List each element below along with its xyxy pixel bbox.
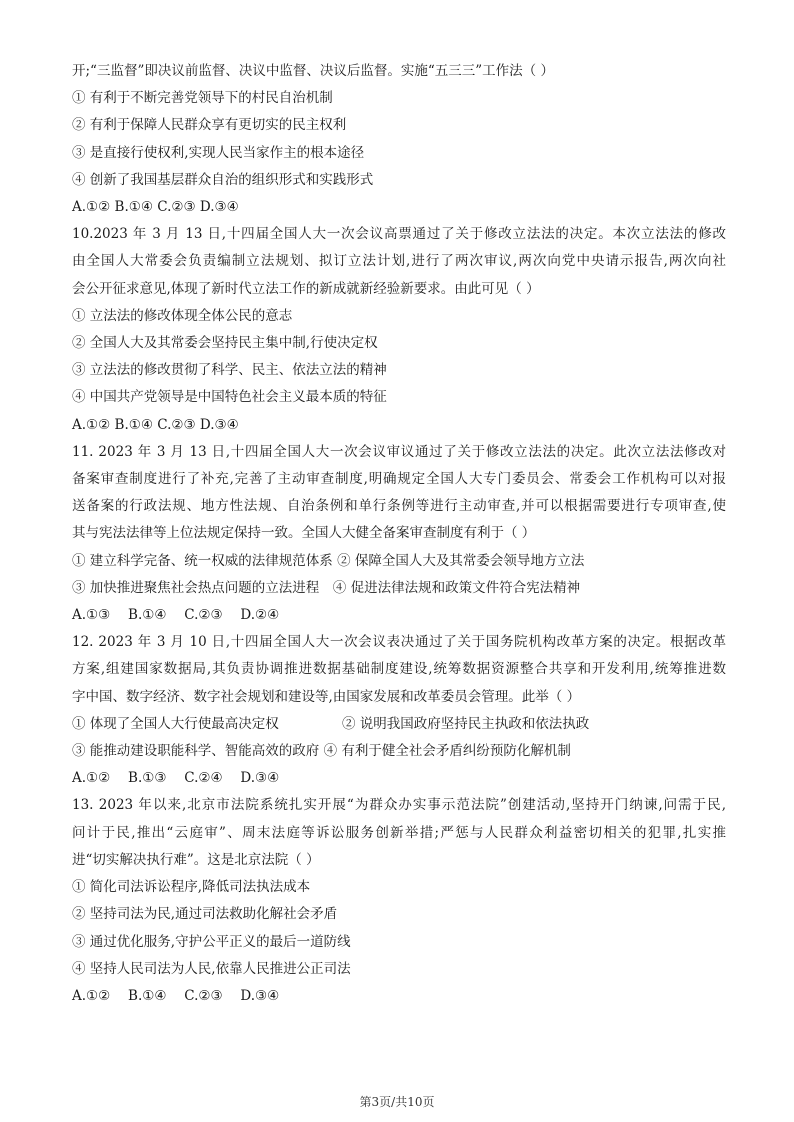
question-10-option-4: ④ 中国共产党领导是中国特色社会主义最本质的特征 xyxy=(72,389,387,406)
question-13-option-2: ② 坚持司法为民,通过司法救助化解社会矛盾 xyxy=(72,906,338,923)
question-13-option-1: ① 简化司法诉讼程序,降低司法执法成本 xyxy=(72,879,311,896)
document-page xyxy=(72,58,726,1010)
question-10-stem-line-3: 会公开征求意见,体现了新时代立法工作的新成就新经验新要求。由此可见（ ） xyxy=(72,280,540,297)
question-13-option-4: ④ 坚持人民司法为人民,依靠人民推进公正司法 xyxy=(72,960,351,977)
page-footer: 第3页/共10页 xyxy=(359,1095,435,1109)
question-11-answers: A.①③ B.①④ C.②③ D.②④ xyxy=(72,607,280,624)
question-10 xyxy=(72,221,726,439)
question-9-option-2: ② 有利于保障人民群众享有更切实的民主权利 xyxy=(72,117,347,134)
question-10-option-1: ① 立法法的修改体现全体公民的意志 xyxy=(72,307,293,324)
question-11-stem-line-3: 送备案的行政法规、地方性法规、自治条例和单行条例等进行主动审查,并可以根据需要进行专项审查,使 xyxy=(72,498,726,515)
question-12-option-2: ② 说明我国政府坚持民主执政和依法执政 xyxy=(342,715,590,732)
question-13-stem-line-2: 问计于民,推出“云庭审”、周末法庭等诉讼服务创新举措;严惩与人民群众利益密切相关的犯罪,扎实推 xyxy=(72,824,726,841)
question-10-stem-line-1: 10.2023 年 3 月 13 日,十四届全国人大一次会议高票通过了关于修改立法法的决定。本次立法法的修改 xyxy=(72,226,726,243)
question-9-option-1: ① 有利于不断完善党领导下的村民自治机制 xyxy=(72,90,333,107)
question-13 xyxy=(72,792,726,1010)
question-11-options-row-1: ① 建立科学完备、统一权威的法律规范体系 ② 保障全国人大及其常委会领导地方立法 xyxy=(72,552,585,569)
question-12-answers: A.①② B.①③ C.②④ D.③④ xyxy=(72,770,280,787)
question-12-stem-line-3: 字中国、数字经济、数字社会规划和建设等,由国家发展和改革委员会管理。此举（ ） xyxy=(72,688,581,705)
question-12 xyxy=(72,629,726,792)
question-13-option-3: ③ 通过优化服务,守护公平正义的最后一道防线 xyxy=(72,933,351,950)
question-9 xyxy=(72,58,726,221)
question-12-options-row-1 xyxy=(72,711,726,738)
question-11-options-row-2: ③ 加快推进聚焦社会热点问题的立法进程 ④ 促进法律法规和政策文件符合宪法精神 xyxy=(72,579,581,596)
question-10-answers: A.①② B.①④ C.②③ D.③④ xyxy=(72,416,239,433)
question-12-options-row-2: ③ 能推动建设职能科学、智能高效的政府 ④ 有利于健全社会矛盾纠纷预防化解机制 xyxy=(72,743,571,760)
question-10-option-2: ② 全国人大及其常委会坚持民主集中制,行使决定权 xyxy=(72,335,378,352)
question-11-stem-line-4: 其与宪法法律等上位法规定保持一致。全国人大健全备案审查制度有利于（ ） xyxy=(72,525,536,542)
question-12-stem-line-2: 方案,组建国家数据局,其负责协调推进数据基础制度建设,统筹数据资源整合共享和开发利用,统筹推进数 xyxy=(72,661,726,678)
question-9-option-4: ④ 创新了我国基层群众自治的组织形式和实践形式 xyxy=(72,171,374,188)
question-13-answers: A.①② B.①④ C.②③ D.③④ xyxy=(72,987,280,1004)
question-9-answers: A.①② B.①④ C.②③ D.③④ xyxy=(72,199,239,216)
question-10-option-3: ③ 立法法的修改贯彻了科学、民主、依法立法的精神 xyxy=(72,362,387,379)
question-11-stem-line-1: 11. 2023 年 3 月 13 日,十四届全国人大一次会议审议通过了关于修改立法法的决定。此次立法法修改对 xyxy=(72,443,726,460)
question-9-stem: 开;“三监督”即决议前监督、决议中监督、决议后监督。实施“五三三”工作法（ ） xyxy=(72,63,554,79)
question-12-stem-line-1: 12. 2023 年 3 月 10 日,十四届全国人大一次会议表决通过了关于国务院机构改革方案的决定。根据改革 xyxy=(72,634,726,651)
question-11 xyxy=(72,439,726,629)
question-12-option-1: ① 体现了全国人大行使最高决定权 xyxy=(72,715,279,732)
question-9-option-3: ③ 是直接行使权利,实现人民当家作主的根本途径 xyxy=(72,144,365,161)
question-13-stem-line-3: 进“切实解决执行难”。这是北京法院（ ） xyxy=(72,851,320,868)
question-11-stem-line-2: 备案审查制度进行了补充,完善了主动审查制度,明确规定全国人大专门委员会、常委会工作机构可以对报 xyxy=(72,471,726,488)
question-10-stem-line-2: 由全国人大常委会负责编制立法规划、拟订立法计划,进行了两次审议,两次向党中央请示报告,两次向社 xyxy=(72,253,726,270)
question-13-stem-line-1: 13. 2023 年以来,北京市法院系统扎实开展“为群众办实事示范法院”创建活动,坚持开门纳谏,问需于民, xyxy=(72,797,726,814)
